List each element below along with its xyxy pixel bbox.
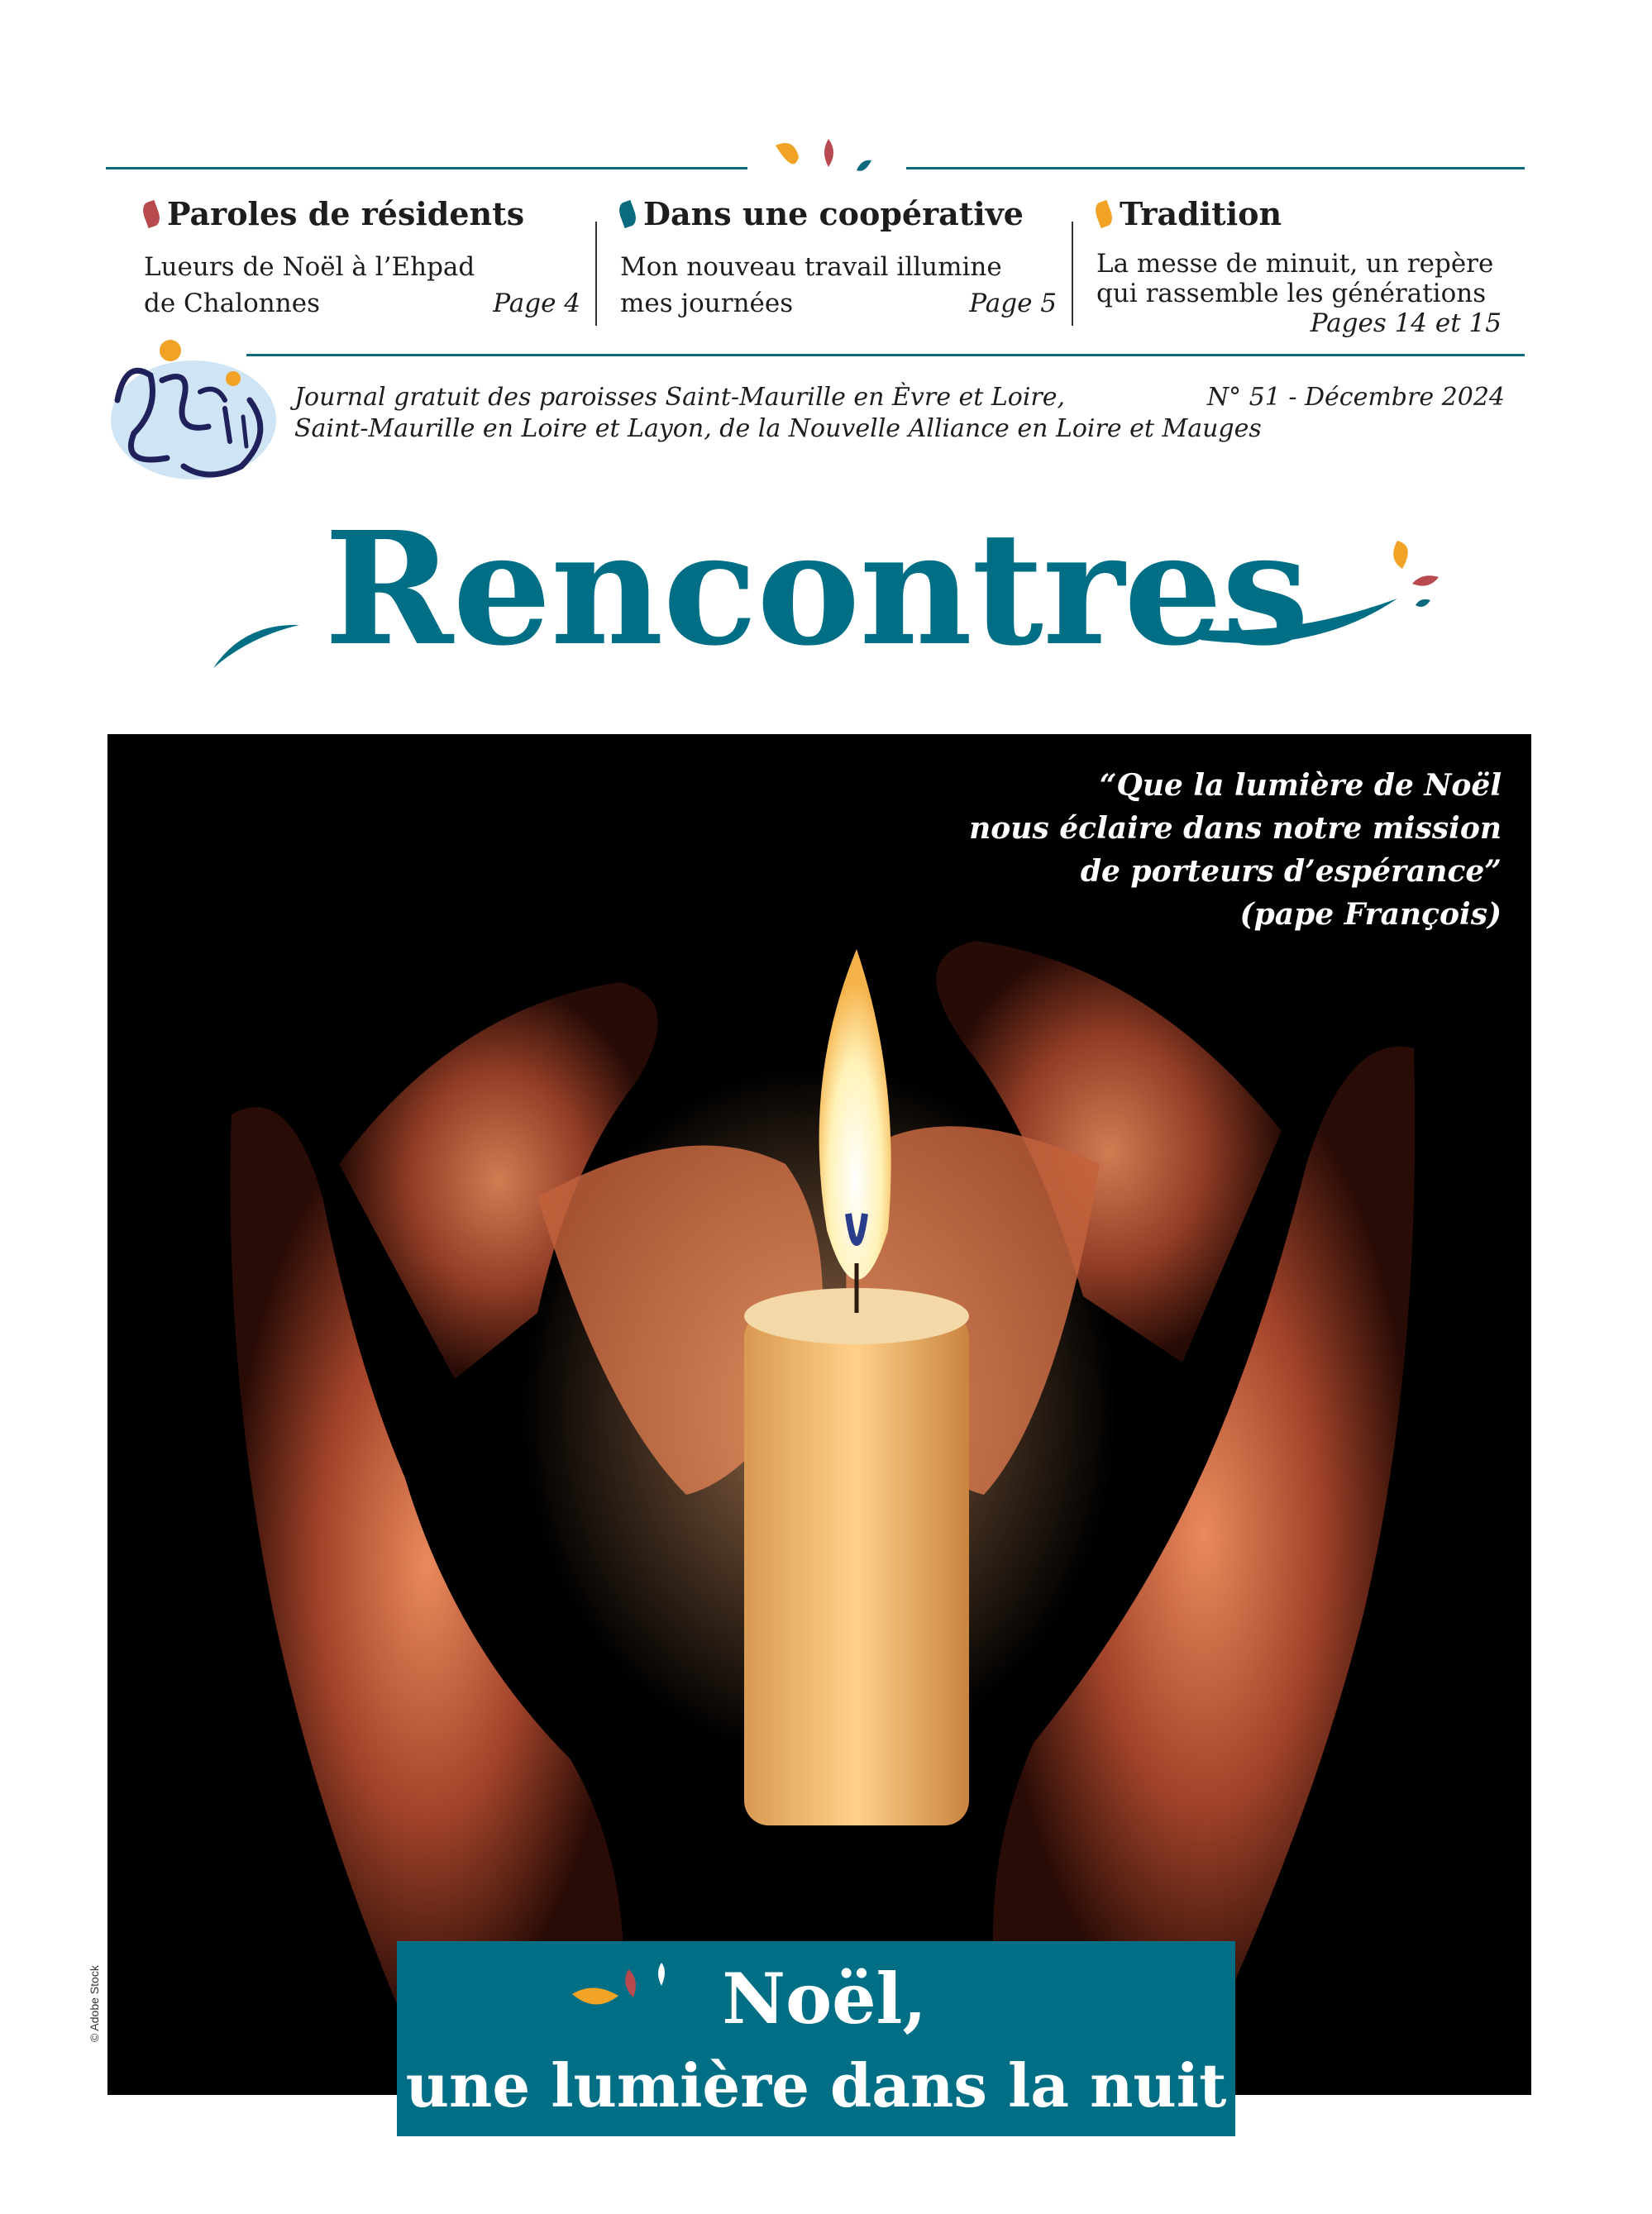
cover-photo: [107, 734, 1531, 2095]
teaser-page: Page 4: [493, 289, 580, 318]
teaser-line: Lueurs de Noël à l’Ehpad: [144, 252, 475, 282]
right-swoosh-leaves-icon: [1199, 529, 1447, 653]
teaser-heading: Tradition: [1096, 195, 1502, 232]
leaf-icon: [616, 199, 638, 227]
teaser-page: Page 5: [969, 289, 1057, 318]
cover-headline-box: [397, 1941, 1235, 2136]
teaser-line: qui rassemble les générations: [1096, 279, 1487, 308]
teaser-cooperative[interactable]: [620, 195, 1057, 322]
teaser-page: Pages 14 et 15: [1310, 308, 1502, 338]
headline-line1: Noël,: [722, 1958, 927, 2040]
parish-logo: [101, 334, 284, 488]
teaser-line: Mon nouveau travail illumine: [620, 252, 1002, 282]
teaser-residents[interactable]: [144, 195, 580, 322]
teaser-tradition[interactable]: [1096, 195, 1502, 338]
headline-line2: une lumière dans la nuit: [405, 2050, 1227, 2121]
teaser-heading: Dans une coopérative: [620, 195, 1050, 232]
teaser-line: de Chalonnes: [144, 289, 320, 318]
teaser-heading: Paroles de résidents: [144, 195, 574, 232]
leaf-icon: [140, 199, 162, 227]
cover-quote: “Que la lumière de Noël nous éclaire dans notre mission de porteurs d’espérance” (pape François): [969, 768, 1502, 932]
column-divider: [595, 222, 597, 326]
journal-title: Rencontres: [324, 498, 1309, 680]
masthead-rule: [246, 354, 1525, 356]
top-rule-left: [106, 167, 747, 169]
left-swoosh-icon: [210, 615, 303, 673]
photo-credit: © Adobe Stock: [88, 1965, 101, 2042]
column-divider: [1072, 222, 1073, 326]
leaves-ornament-icon: [769, 134, 885, 184]
leaf-icon: [1092, 199, 1115, 227]
teaser-line: La messe de minuit, un repère: [1096, 249, 1494, 279]
top-rule-right: [906, 167, 1525, 169]
teaser-line: mes journées: [620, 289, 794, 318]
issue-number: N° 51 - Décembre 2024: [1206, 383, 1505, 412]
masthead-description: Journal gratuit des paroisses Saint-Maurille en Èvre et Loire, Saint-Maurille en Loire et Layon, de la Nouvelle Alliance en Loire et Mauges: [294, 383, 1262, 443]
candle-hands-illustration: [107, 734, 1531, 2095]
